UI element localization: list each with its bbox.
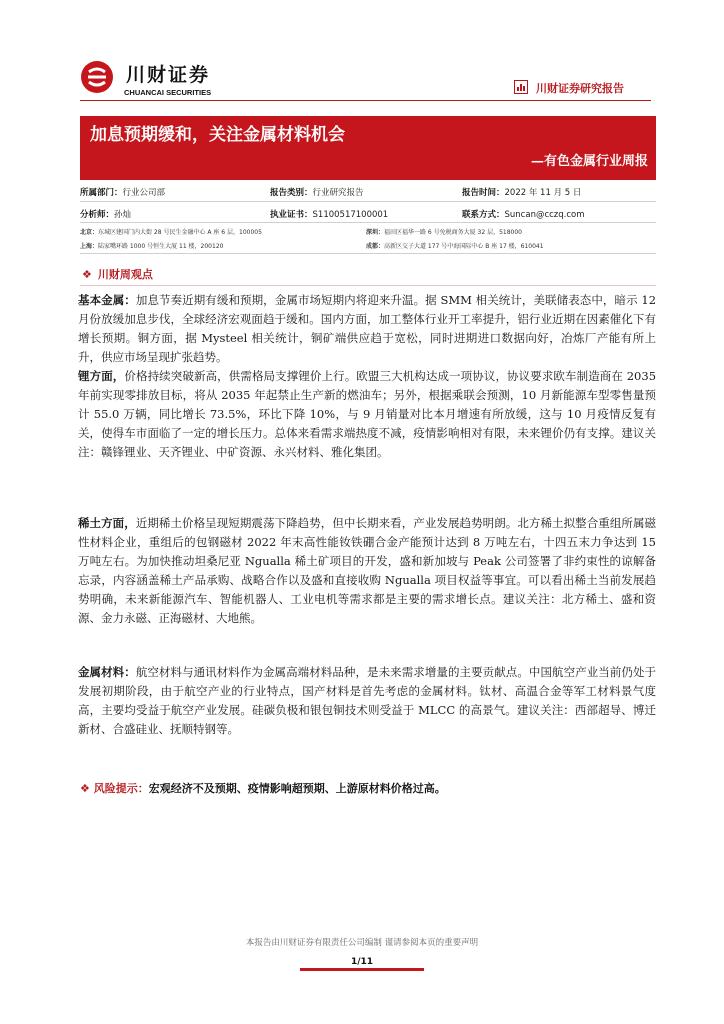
section-divider: [80, 285, 656, 286]
meta-divider-1: [80, 201, 656, 202]
meta-type: [270, 186, 364, 198]
section-heading: [82, 266, 153, 282]
meta-type-value: 行业研究报告: [312, 188, 364, 198]
paragraph-body: 价格持续突破新高，供需格局支撑锂价上行。欧盟三大机构达成一项协议，协议要求欧车制造商在 2035 年前实现零排放目标，将从 2035 年起禁止生产新的燃油车；另外，根据乘联会预测，10 月新能源车型零售量预计 55.0 万辆，同比增长 73.5%，环比下降 10%，与 9 月销量对比本月增速有所放缓，这与 10 月疫情反复有关，使得车市面临了一定的增长压力。总体来看需求端热度不减，疫情影响相对有限，未来锂价仍有支撑。建议关注：赣锋锂业、天齐锂业、中矿资源、永兴材料、雅化集团。: [78, 369, 657, 459]
meta-time-value: 2022 年 11 月 5 日: [504, 188, 582, 198]
report-brand: 川财证券研究报告: [536, 82, 624, 95]
paragraph-lead: 基本金属：: [78, 293, 136, 307]
meta-time-label: 报告时间：: [462, 188, 505, 198]
address-beijing-label: 北京：: [80, 229, 99, 236]
paragraph-metal-materials: [78, 663, 656, 739]
chuancai-logo-icon: [80, 60, 114, 94]
meta-dept-label: 所属部门：: [80, 188, 123, 198]
address-shenzhen-label: 深圳：: [366, 229, 385, 236]
address-shenzhen-value: 福田区福华一路 6 号免税商务大厦 32 层，518000: [384, 229, 523, 236]
paragraph-lead: 稀土方面，: [78, 516, 136, 530]
paragraph-base-metals: [78, 291, 656, 367]
address-chengdu-label: 成都：: [366, 243, 385, 250]
meta-dept: [80, 186, 165, 198]
paragraph-lead: 锂方面，: [78, 369, 125, 383]
risk-label: 风险提示：: [93, 782, 149, 795]
meta-cert-value: S1100517100001: [312, 210, 389, 220]
paragraph-body: 近期稀土价格呈现短期震荡下降趋势，但中长期来看，产业发展趋势明朗。北方稀土拟整合重组所属磁性材料企业，重组后的包钢磁材 2022 年末高性能钕铁硼合金产能预计达到 8 万吨左右，十四五末力争达到 15 万吨左右。为加快推动坦桑尼亚 Ngualla 稀土矿项目的开发，盛和新加坡与 Peak 公司签署了非约束性的谅解备忘录，内容涵盖稀土产品承购、战略合作以及盛和直接收购 Ngualla 项目权益等事宜。可以看出稀土当前发展趋势明确，未来新能源汽车、智能机器人、工业电机等需求都是主要的需求增长点。建议关注：北方稀土、盛和资源、金力永磁、正海磁材、大地熊。: [78, 516, 657, 625]
address-beijing: [80, 227, 262, 236]
title-banner: [80, 116, 656, 180]
paragraph-body: 航空材料与通讯材料作为金属高端材料品种，是未来需求增量的主要贡献点。中国航空产业当前仍处于发展初期阶段，由于航空产业的行业特点，国产材料是首先考虑的金属材料。钛材、高温合金等军工材料景气度高，主要均受益于航空产业发展。硅碳负极和银包铜技术则受益于 MLCC 的高景气。建议关注：西部超导、博迁新材、合盛硅业、抚顺特钢等。: [78, 665, 657, 736]
footer-disclaimer: 本报告由川财证券有限责任公司编制 谨请参阅本页的重要声明: [245, 938, 479, 948]
diamond-bullet-icon: ❖: [80, 782, 94, 795]
address-chengdu: [366, 241, 544, 250]
risk-warning: [80, 780, 446, 796]
meta-divider-2: [80, 222, 656, 223]
diamond-bullet-icon: ❖: [82, 268, 92, 281]
meta-cert-label: 执业证书：: [270, 210, 313, 220]
meta-dept-value: 行业公司部: [122, 188, 166, 198]
address-divider: [80, 253, 656, 254]
paragraph-lithium: [78, 367, 656, 462]
meta-type-label: 报告类别：: [270, 188, 313, 198]
footer-divider: [300, 968, 424, 971]
address-shanghai-value: 陆家嘴环路 1000 号恒生大厦 11 楼，200120: [98, 243, 224, 250]
address-beijing-value: 东城区建国门内大街 28 号民生金融中心 A 座 6 层，100005: [98, 229, 262, 236]
report-square-icon: [514, 80, 528, 94]
meta-contact-label: 联系方式：: [462, 210, 505, 220]
meta-analyst-label: 分析师：: [80, 210, 115, 220]
meta-contact: [462, 208, 585, 220]
meta-time: [462, 186, 581, 198]
header-divider: [80, 100, 651, 101]
meta-contact-value[interactable]: Suncan@cczq.com: [504, 210, 585, 220]
address-shenzhen: [366, 227, 522, 236]
company-name-cn: 川财证券: [126, 64, 211, 86]
meta-cert: [270, 208, 388, 220]
risk-text: 宏观经济不及预期、疫情影响超预期、上游原材料价格过高。: [148, 782, 446, 795]
meta-analyst: [80, 208, 131, 220]
report-subtitle: —有色金属行业周报: [530, 154, 648, 169]
paragraph-rare-earth: [78, 514, 656, 628]
address-shanghai: [80, 241, 223, 250]
paragraph-body: 加息节奏近期有缓和预期，金属市场短期内将迎来升温。据 SMM 相关统计，美联储表态中，暗示 12 月份放缓加息步伐，全球经济宏观面趋于缓和。国内方面，加工整体行业开工率提升，铝行业近期在因素催化下有增长预期。铜方面，据 Mysteel 相关统计，铜矿端供应趋于宽松，同时进期进口数据向好，冶炼厂产能有所上升，供应市场呈现扩张趋势。: [78, 293, 657, 364]
page-number: 1/11: [350, 957, 374, 967]
section-title: 川财周观点: [97, 268, 153, 281]
company-name-en: CHUANCAI SECURITIES: [124, 88, 212, 97]
address-chengdu-value: 高新区交子大道 177 号中海国际中心 B 座 17 楼，610041: [384, 243, 544, 250]
report-title: 加息预期缓和，关注金属材料机会: [90, 125, 345, 145]
address-shanghai-label: 上海：: [80, 243, 99, 250]
meta-analyst-value: 孙灿: [114, 210, 132, 220]
paragraph-lead: 金属材料：: [78, 665, 136, 679]
